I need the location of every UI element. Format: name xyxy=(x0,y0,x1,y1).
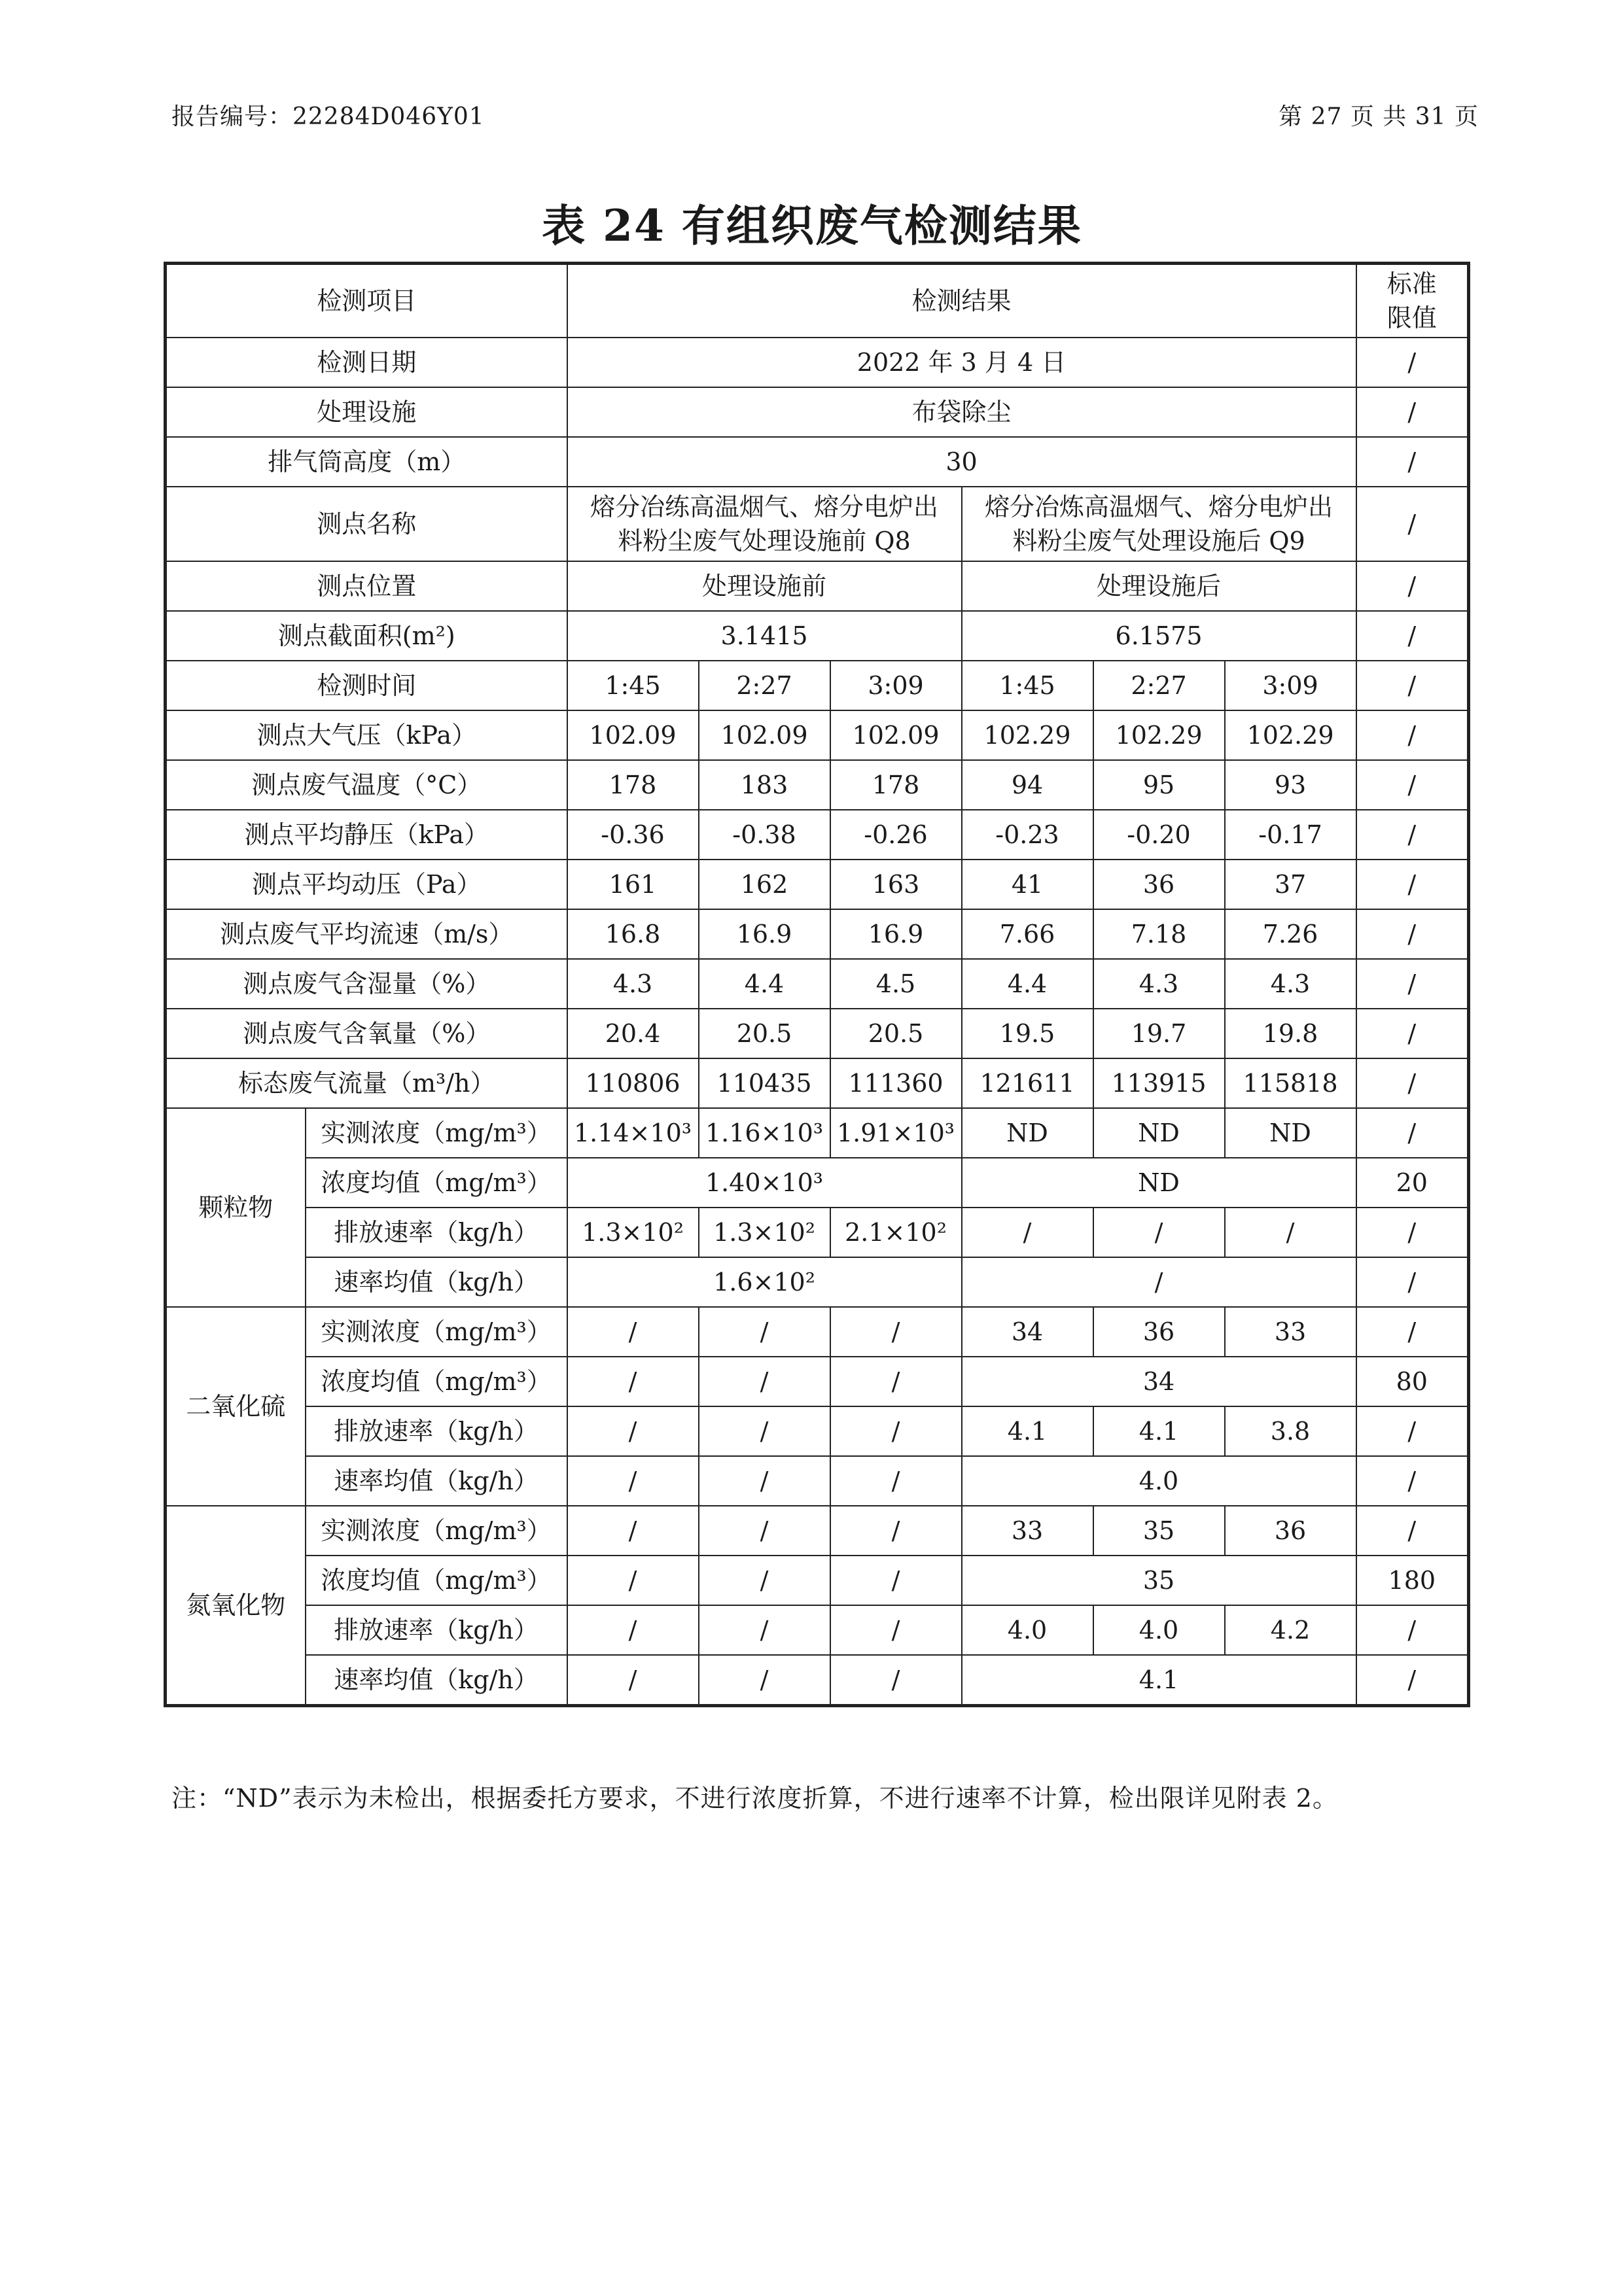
avg-after: ND xyxy=(962,1158,1356,1208)
row-label: 测点名称 xyxy=(166,487,567,561)
table-row xyxy=(166,1307,1469,1357)
value-cell: 1.16×10³ xyxy=(699,1108,830,1158)
header-item: 检测项目 xyxy=(166,264,567,338)
value-cell: 1.14×10³ xyxy=(567,1108,699,1158)
limit-cell: / xyxy=(1356,1406,1469,1456)
value-cell: 3.8 xyxy=(1225,1406,1356,1456)
table-row xyxy=(166,1506,1469,1556)
value-cell: / xyxy=(567,1406,699,1456)
value-cell: 113915 xyxy=(1093,1058,1225,1108)
value-cell: 102.09 xyxy=(830,710,962,760)
limit-cell: / xyxy=(1356,1307,1469,1357)
value-cell: 3:09 xyxy=(830,661,962,710)
table-row xyxy=(166,1556,1469,1605)
row-label: 测点废气温度（°C） xyxy=(166,760,567,810)
table-row xyxy=(166,1108,1469,1158)
table-row xyxy=(166,487,1469,561)
sub-label: 排放速率（kg/h） xyxy=(306,1406,567,1456)
value-cell: 110806 xyxy=(567,1058,699,1108)
value-cell: / xyxy=(567,1605,699,1655)
value-cell: 41 xyxy=(962,860,1093,909)
value-cell: 36 xyxy=(1225,1506,1356,1556)
row-label: 排气筒高度（m） xyxy=(166,437,567,487)
point-name-before: 熔分冶练高温烟气、熔分电炉出料粉尘废气处理设施前 Q8 xyxy=(567,487,962,561)
value-cell: / xyxy=(830,1357,962,1406)
value-cell: 7.26 xyxy=(1225,909,1356,959)
value-cell: / xyxy=(1093,1208,1225,1257)
sub-label: 浓度均值（mg/m³） xyxy=(306,1158,567,1208)
limit-cell: / xyxy=(1356,437,1469,487)
value-cell: 19.5 xyxy=(962,1009,1093,1058)
value-cell: 102.29 xyxy=(1093,710,1225,760)
value-cell: 102.09 xyxy=(699,710,830,760)
limit-cell: / xyxy=(1356,338,1469,387)
table-row xyxy=(166,561,1469,611)
value-cell: 1.91×10³ xyxy=(830,1108,962,1158)
table-row xyxy=(166,1357,1469,1406)
report-number: 报告编号：22284D046Y01 xyxy=(171,103,485,130)
sub-label: 速率均值（kg/h） xyxy=(306,1655,567,1706)
limit-cell: / xyxy=(1356,909,1469,959)
value-cell: 110435 xyxy=(699,1058,830,1108)
table-row xyxy=(166,611,1469,661)
sub-label: 实测浓度（mg/m³） xyxy=(306,1108,567,1158)
value-cell: 161 xyxy=(567,860,699,909)
value-cell: / xyxy=(567,1357,699,1406)
limit-cell: / xyxy=(1356,1456,1469,1506)
sub-label: 排放速率（kg/h） xyxy=(306,1605,567,1655)
table-row xyxy=(166,1456,1469,1506)
value-cell: -0.36 xyxy=(567,810,699,860)
row-label: 测点废气平均流速（m/s） xyxy=(166,909,567,959)
row-label: 标态废气流量（m³/h） xyxy=(166,1058,567,1108)
table-row xyxy=(166,1158,1469,1208)
limit-cell: 20 xyxy=(1356,1158,1469,1208)
sub-label: 实测浓度（mg/m³） xyxy=(306,1506,567,1556)
header-limit: 标准限值 xyxy=(1356,264,1469,338)
value-cell: ND xyxy=(962,1108,1093,1158)
value-cell: 4.3 xyxy=(567,959,699,1009)
value-cell: 4.1 xyxy=(1093,1406,1225,1456)
pollutant-name: 二氧化硫 xyxy=(166,1307,306,1506)
area-after: 6.1575 xyxy=(962,611,1356,661)
row-label: 测点废气含氧量（%） xyxy=(166,1009,567,1058)
value-cell: 111360 xyxy=(830,1058,962,1108)
table-row xyxy=(166,1406,1469,1456)
sub-label: 浓度均值（mg/m³） xyxy=(306,1556,567,1605)
value-cell: 3:09 xyxy=(1225,661,1356,710)
value-cell: 19.8 xyxy=(1225,1009,1356,1058)
value-cell: 4.3 xyxy=(1225,959,1356,1009)
value-cell: 20.5 xyxy=(830,1009,962,1058)
value-cell: 33 xyxy=(1225,1307,1356,1357)
value-cell: / xyxy=(699,1307,830,1357)
row-label: 测点平均静压（kPa） xyxy=(166,810,567,860)
value-cell: 178 xyxy=(567,760,699,810)
value-cell: 102.29 xyxy=(1225,710,1356,760)
limit-cell: 80 xyxy=(1356,1357,1469,1406)
value-cell: / xyxy=(830,1456,962,1506)
value-cell: / xyxy=(830,1506,962,1556)
value-cell: -0.17 xyxy=(1225,810,1356,860)
value-cell: -0.38 xyxy=(699,810,830,860)
value-cell: 16.8 xyxy=(567,909,699,959)
limit-cell: / xyxy=(1356,1605,1469,1655)
value-cell: 102.09 xyxy=(567,710,699,760)
row-label: 检测时间 xyxy=(166,661,567,710)
value-cell: 4.2 xyxy=(1225,1605,1356,1655)
table-row xyxy=(166,860,1469,909)
sub-label: 实测浓度（mg/m³） xyxy=(306,1307,567,1357)
value-cell: 7.18 xyxy=(1093,909,1225,959)
value-cell: 33 xyxy=(962,1506,1093,1556)
value-cell: 94 xyxy=(962,760,1093,810)
value-cell: / xyxy=(567,1506,699,1556)
value-cell: -0.23 xyxy=(962,810,1093,860)
limit-cell: / xyxy=(1356,1257,1469,1307)
value-cell: 183 xyxy=(699,760,830,810)
limit-cell: / xyxy=(1356,661,1469,710)
value-cell: 2.1×10² xyxy=(830,1208,962,1257)
limit-cell: / xyxy=(1356,760,1469,810)
value-cell: / xyxy=(1225,1208,1356,1257)
value-cell: ND xyxy=(1093,1108,1225,1158)
limit-cell: / xyxy=(1356,959,1469,1009)
table-row xyxy=(166,710,1469,760)
point-name-after: 熔分冶炼高温烟气、熔分电炉出料粉尘废气处理设施后 Q9 xyxy=(962,487,1356,561)
value-cell: / xyxy=(699,1506,830,1556)
value-cell: 36 xyxy=(1093,1307,1225,1357)
value-cell: / xyxy=(699,1655,830,1706)
value-cell: / xyxy=(830,1655,962,1706)
table-row xyxy=(166,1655,1469,1706)
footnote: 注：“ND”表示为未检出，根据委托方要求，不进行浓度折算，不进行速率不计算，检出限详见附表 2。 xyxy=(171,1784,1338,1813)
avg-before: 1.40×10³ xyxy=(567,1158,962,1208)
value-cell: 37 xyxy=(1225,860,1356,909)
value-cell: / xyxy=(699,1556,830,1605)
value-cell: / xyxy=(830,1605,962,1655)
avg-after: 4.0 xyxy=(962,1456,1356,1506)
value-cell: ND xyxy=(1225,1108,1356,1158)
value-cell: / xyxy=(567,1307,699,1357)
value-cell: 115818 xyxy=(1225,1058,1356,1108)
value-cell: 20.4 xyxy=(567,1009,699,1058)
limit-cell: 180 xyxy=(1356,1556,1469,1605)
value-cell: 4.5 xyxy=(830,959,962,1009)
value-cell: / xyxy=(830,1406,962,1456)
value-cell: 1:45 xyxy=(567,661,699,710)
value-cell: 4.4 xyxy=(699,959,830,1009)
value-cell: 1.3×10² xyxy=(699,1208,830,1257)
value-cell: 20.5 xyxy=(699,1009,830,1058)
row-label: 测点位置 xyxy=(166,561,567,611)
value-cell: 162 xyxy=(699,860,830,909)
value-cell: 1.3×10² xyxy=(567,1208,699,1257)
table-row xyxy=(166,909,1469,959)
row-label: 测点平均动压（Pa） xyxy=(166,860,567,909)
table-row xyxy=(166,959,1469,1009)
header-result: 检测结果 xyxy=(567,264,1356,338)
facility-value: 布袋除尘 xyxy=(567,387,1356,437)
value-cell: 102.29 xyxy=(962,710,1093,760)
value-cell: / xyxy=(830,1307,962,1357)
table-row xyxy=(166,1257,1469,1307)
row-label: 处理设施 xyxy=(166,387,567,437)
table-row xyxy=(166,661,1469,710)
value-cell: 1:45 xyxy=(962,661,1093,710)
limit-cell: / xyxy=(1356,1655,1469,1706)
sub-label: 排放速率（kg/h） xyxy=(306,1208,567,1257)
table-row xyxy=(166,810,1469,860)
sub-label: 浓度均值（mg/m³） xyxy=(306,1357,567,1406)
value-cell: 163 xyxy=(830,860,962,909)
table-row xyxy=(166,1208,1469,1257)
page-number: 第 27 页 共 31 页 xyxy=(1279,103,1479,130)
row-label: 测点废气含湿量（%） xyxy=(166,959,567,1009)
value-cell: 4.0 xyxy=(962,1605,1093,1655)
value-cell: 4.0 xyxy=(1093,1605,1225,1655)
value-cell: 93 xyxy=(1225,760,1356,810)
value-cell: 2:27 xyxy=(699,661,830,710)
value-cell: / xyxy=(567,1456,699,1506)
row-label: 检测日期 xyxy=(166,338,567,387)
pollutant-name: 颗粒物 xyxy=(166,1108,306,1307)
value-cell: 178 xyxy=(830,760,962,810)
value-cell: 16.9 xyxy=(830,909,962,959)
value-cell: / xyxy=(567,1556,699,1605)
limit-cell: / xyxy=(1356,1058,1469,1108)
value-cell: 4.1 xyxy=(962,1406,1093,1456)
avg-after: 34 xyxy=(962,1357,1356,1406)
limit-cell: / xyxy=(1356,561,1469,611)
exhaust-gas-results-table xyxy=(164,262,1470,1707)
value-cell: / xyxy=(830,1556,962,1605)
table-title: 表 24 有组织废气检测结果 xyxy=(542,200,1082,251)
value-cell: 34 xyxy=(962,1307,1093,1357)
table-row xyxy=(166,437,1469,487)
value-cell: / xyxy=(699,1357,830,1406)
table-row xyxy=(166,760,1469,810)
row-label: 测点截面积(m²) xyxy=(166,611,567,661)
limit-cell: / xyxy=(1356,1108,1469,1158)
avg-after: / xyxy=(962,1257,1356,1307)
value-cell: -0.26 xyxy=(830,810,962,860)
area-before: 3.1415 xyxy=(567,611,962,661)
sub-label: 速率均值（kg/h） xyxy=(306,1456,567,1506)
avg-before: 1.6×10² xyxy=(567,1257,962,1307)
position-after: 处理设施后 xyxy=(962,561,1356,611)
value-cell: / xyxy=(699,1406,830,1456)
value-cell: 7.66 xyxy=(962,909,1093,959)
pollutant-name: 氮氧化物 xyxy=(166,1506,306,1706)
avg-after: 35 xyxy=(962,1556,1356,1605)
value-cell: / xyxy=(699,1456,830,1506)
limit-cell: / xyxy=(1356,387,1469,437)
limit-cell: / xyxy=(1356,1208,1469,1257)
value-cell: 4.4 xyxy=(962,959,1093,1009)
value-cell: / xyxy=(699,1605,830,1655)
limit-cell: / xyxy=(1356,810,1469,860)
limit-cell: / xyxy=(1356,1009,1469,1058)
value-cell: 121611 xyxy=(962,1058,1093,1108)
limit-cell: / xyxy=(1356,860,1469,909)
limit-cell: / xyxy=(1356,710,1469,760)
value-cell: 35 xyxy=(1093,1506,1225,1556)
value-cell: 4.3 xyxy=(1093,959,1225,1009)
position-before: 处理设施前 xyxy=(567,561,962,611)
table-row xyxy=(166,1605,1469,1655)
table-row xyxy=(166,387,1469,437)
table-row xyxy=(166,1058,1469,1108)
value-cell: 36 xyxy=(1093,860,1225,909)
header-row xyxy=(166,264,1469,338)
row-label: 测点大气压（kPa） xyxy=(166,710,567,760)
value-cell: 16.9 xyxy=(699,909,830,959)
value-cell: 95 xyxy=(1093,760,1225,810)
date-value: 2022 年 3 月 4 日 xyxy=(567,338,1356,387)
table-row xyxy=(166,338,1469,387)
avg-after: 4.1 xyxy=(962,1655,1356,1706)
value-cell: / xyxy=(567,1655,699,1706)
stack-height-value: 30 xyxy=(567,437,1356,487)
value-cell: / xyxy=(962,1208,1093,1257)
limit-cell: / xyxy=(1356,611,1469,661)
value-cell: -0.20 xyxy=(1093,810,1225,860)
table-row xyxy=(166,1009,1469,1058)
sub-label: 速率均值（kg/h） xyxy=(306,1257,567,1307)
limit-cell: / xyxy=(1356,1506,1469,1556)
limit-cell: / xyxy=(1356,487,1469,561)
value-cell: 19.7 xyxy=(1093,1009,1225,1058)
value-cell: 2:27 xyxy=(1093,661,1225,710)
